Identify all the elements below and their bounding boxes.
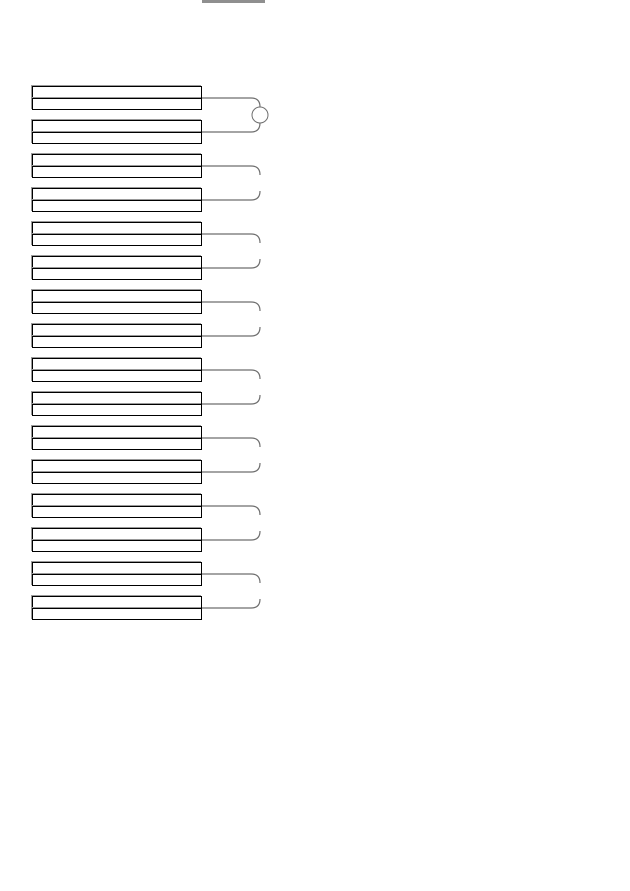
pair-connector <box>202 370 260 379</box>
competitor-box <box>32 268 202 280</box>
pair-connector <box>202 123 260 132</box>
competitor-box <box>32 132 202 144</box>
competitor-box-empty <box>32 494 202 506</box>
undefined-circle <box>252 107 268 123</box>
pair-connector <box>202 191 260 200</box>
competitor-box <box>32 472 202 484</box>
competitor-box <box>32 404 202 416</box>
competitor-box-empty <box>32 154 202 166</box>
pair-connector <box>202 302 260 311</box>
competitor-box-empty <box>32 392 202 404</box>
competitor-box-empty <box>32 426 202 438</box>
competitor-box-empty <box>32 324 202 336</box>
pair-connector <box>202 327 260 336</box>
competitor-box <box>32 222 202 234</box>
competitor-box <box>32 540 202 552</box>
competitor-box-empty <box>32 256 202 268</box>
pair-connector <box>202 234 260 243</box>
competitor-box <box>32 290 202 302</box>
competitor-box <box>32 120 202 132</box>
competitor-box-empty <box>32 528 202 540</box>
competitor-box-empty <box>32 358 202 370</box>
competitor-box-empty <box>32 596 202 608</box>
competitor-box-empty <box>32 234 202 246</box>
pair-connector <box>202 574 260 583</box>
pair-connector <box>202 395 260 404</box>
pair-connector <box>202 98 260 107</box>
competitor-box <box>32 460 202 472</box>
competitor-box <box>32 506 202 518</box>
competitor-box <box>32 336 202 348</box>
competitor-box-empty <box>32 574 202 586</box>
pair-connector <box>202 531 260 540</box>
competitor-box-empty <box>32 188 202 200</box>
pair-connector <box>202 438 260 447</box>
competitor-box <box>32 166 202 178</box>
competitor-box <box>32 608 202 620</box>
competitor-box <box>32 98 202 110</box>
pair-connector <box>202 463 260 472</box>
competitor-box <box>32 562 202 574</box>
pair-connector <box>202 506 260 515</box>
pair-connector <box>202 166 260 175</box>
competitor-box <box>32 370 202 382</box>
competitor-box <box>32 438 202 450</box>
competitor-box <box>32 200 202 212</box>
pair-connector <box>202 599 260 608</box>
competitor-box-empty <box>32 302 202 314</box>
pair-connector <box>202 259 260 268</box>
competitor-box-empty <box>32 86 202 98</box>
